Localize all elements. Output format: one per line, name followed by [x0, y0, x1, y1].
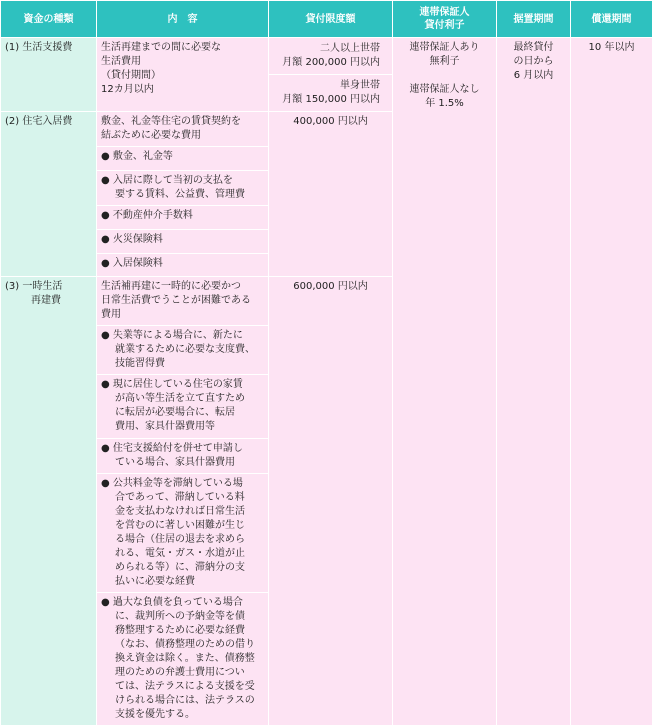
- housing-intro: [97, 112, 269, 147]
- header-rate-line2: 貸付利子: [425, 20, 465, 31]
- housing-item: [97, 206, 269, 230]
- rebuild-item-line: に、裁判所への予納金等を債: [101, 610, 264, 624]
- grace-line: 6 月以内: [514, 70, 554, 81]
- housing-limit: 400,000 円以内: [269, 112, 393, 277]
- rebuild-item-line: 務整理するために必要な経費: [101, 624, 264, 638]
- grace-line: 最終貸付: [514, 42, 554, 53]
- repayment-period-cell: 10 年以内: [571, 38, 652, 726]
- rate-line: 無利子: [430, 56, 460, 67]
- header-rate-line1: 連帯保証人: [420, 7, 470, 18]
- living-limit-single: [269, 75, 393, 112]
- rebuild-item-line: 支援を優先する。: [101, 708, 264, 722]
- living-content-line: 生活再建までの間に必要な: [101, 42, 221, 53]
- rebuild-item-line: 技能習得費: [101, 357, 264, 371]
- rebuild-item-line: 換え資金は除く。また、債務整: [101, 652, 264, 666]
- rebuild-item: [97, 593, 269, 726]
- rebuild-item: [97, 439, 269, 474]
- rebuild-item-line: ては、法テラスによる支援を受: [101, 680, 264, 694]
- header-rate: [393, 1, 497, 38]
- housing-item-line: 要する賃料、公益費、管理費: [101, 188, 264, 202]
- grace-line: の日から: [514, 56, 554, 67]
- rebuild-intro-line: 費用: [101, 309, 121, 320]
- rebuild-item: [97, 375, 269, 439]
- rebuild-item-line: けられる場合には、法テラスの: [101, 694, 264, 708]
- rebuild-item-line: を営むのに著しい困難が生じ: [101, 519, 264, 533]
- housing-intro-line: 結ぶために必要な費用: [101, 130, 201, 141]
- rebuild-intro-line: 日常生活費でうことが困難である: [101, 295, 251, 306]
- rebuild-intro: [97, 277, 269, 326]
- rebuild-item-line: ている場合、家具什器費用: [101, 456, 264, 470]
- grace-period-cell: [497, 38, 571, 726]
- rebuild-item-line: 合であって、滞納している料: [101, 491, 264, 505]
- category-rebuild-line2: 再建費: [5, 294, 92, 308]
- category-rebuild: [1, 277, 97, 726]
- rebuild-limit: 600,000 円以内: [269, 277, 393, 726]
- rebuild-item-line: ● 失業等による場合に、新たに: [101, 329, 264, 343]
- living-content-line: 12カ月以内: [101, 84, 154, 95]
- rebuild-item-line: れる、電気・ガス・水道が止: [101, 547, 264, 561]
- rebuild-item-line: められる等）に、滞納分の支: [101, 561, 264, 575]
- living-limit-multi-amount: 月額 200,000 円以内: [273, 56, 380, 70]
- living-limit-single-label: 単身世帯: [273, 79, 380, 93]
- living-content-line: （貸付期間）: [101, 70, 161, 81]
- housing-intro-line: 敷金、礼金等住宅の賃貸契約を: [101, 116, 241, 127]
- rebuild-intro-line: 生活補再建に一時的に必要かつ: [101, 281, 241, 292]
- table-row: [1, 38, 652, 75]
- housing-item: [97, 171, 269, 206]
- rebuild-item-line: る場合（住居の退去を求めら: [101, 533, 264, 547]
- rebuild-item-line: 就業するために必要な支度費、: [101, 343, 264, 357]
- header-limit: 貸付限度額: [269, 1, 393, 38]
- header-repay: 償還期間: [571, 1, 652, 38]
- interest-rate-cell: [393, 38, 497, 726]
- living-content: [97, 38, 269, 112]
- rebuild-item-line: 払いに必要な経費: [101, 575, 264, 589]
- header-grace: 据置期間: [497, 1, 571, 38]
- living-limit-multi: [269, 38, 393, 75]
- housing-item: [97, 230, 269, 254]
- category-housing: (2) 住宅入居費: [1, 112, 97, 277]
- living-limit-multi-label: 二人以上世帯: [273, 42, 380, 56]
- rebuild-item-line: ● 現に居住している住宅の家賃: [101, 378, 264, 392]
- category-rebuild-line1: (3) 一時生活: [5, 281, 62, 292]
- housing-item: [97, 254, 269, 277]
- housing-item-line: ● 敷金、礼金等: [101, 150, 264, 164]
- rebuild-item-line: ● 公共料金等を滞納している場: [101, 477, 264, 491]
- housing-item-line: ● 入居保険料: [101, 257, 264, 271]
- living-limit-single-amount: 月額 150,000 円以内: [273, 93, 380, 107]
- rebuild-item-line: に転居が必要場合に、転居: [101, 406, 264, 420]
- rebuild-item-line: が高い等生活を立て直すため: [101, 392, 264, 406]
- housing-item-line: ● 入居に際して当初の支払を: [101, 174, 264, 188]
- rebuild-item: [97, 326, 269, 375]
- rebuild-item-line: 理のための弁護士費用につい: [101, 666, 264, 680]
- rate-line: 年 1.5%: [425, 98, 464, 109]
- rebuild-item-line: （なお、債務整理のための借り: [101, 638, 264, 652]
- header-content: 内 容: [97, 1, 269, 38]
- rate-line: 連帯保証人あり: [410, 42, 480, 53]
- housing-item: [97, 147, 269, 171]
- rebuild-item-line: 金を支払わなければ日常生活: [101, 505, 264, 519]
- header-row: [1, 1, 652, 38]
- header-type: 資金の種類: [1, 1, 97, 38]
- housing-item-line: ● 不動産仲介手数料: [101, 209, 264, 223]
- rebuild-item-line: ● 住宅支援給付を併せて申請し: [101, 442, 264, 456]
- rebuild-item-line: ● 過大な負債を負っている場合: [101, 596, 264, 610]
- rate-line: 連帯保証人なし: [410, 84, 480, 95]
- living-content-line: 生活費用: [101, 56, 141, 67]
- rebuild-item: [97, 474, 269, 593]
- rebuild-item-line: 費用、家具什器費用等: [101, 420, 264, 434]
- housing-item-line: ● 火災保険料: [101, 233, 264, 247]
- category-living: (1) 生活支援費: [1, 38, 97, 112]
